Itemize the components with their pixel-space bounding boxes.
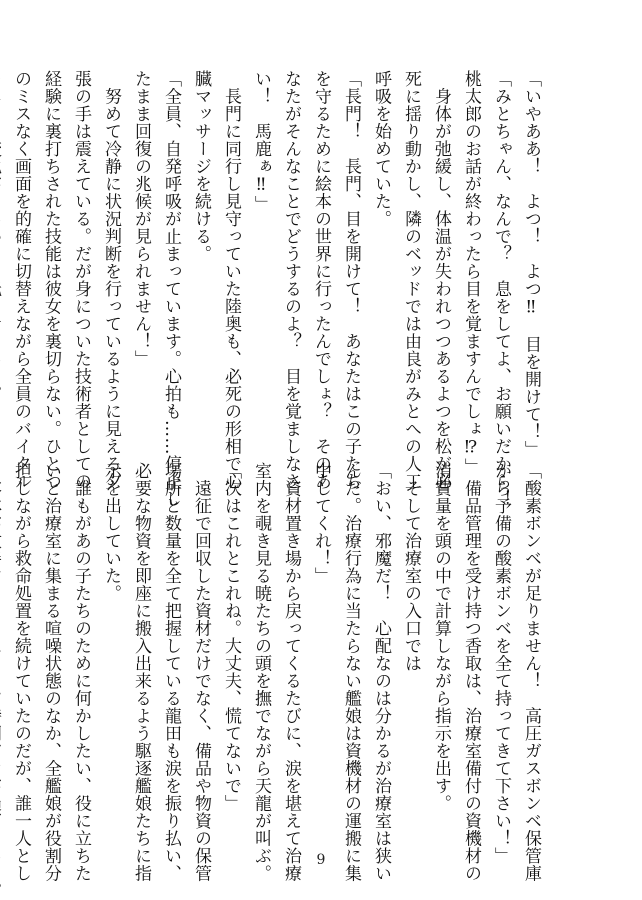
text-line: たまま回復の兆候が見られません！」 [131, 70, 151, 368]
text-line: 「全員、自発呼吸が止まっています。心拍も……停止し [161, 70, 181, 508]
text-line: いと治療室に集まる喧噪状態のなか、全艦娘が役割分 [41, 462, 61, 882]
text-line: 「次はこれとこれね。大丈夫、慌てないで」 [221, 462, 241, 812]
text-line: を守るために絵本の世界に行ったんでしょ？ そのあ [311, 70, 331, 490]
text-line: 「いやああ！ よつ！ よつ‼ 目を開けて！」 [521, 70, 541, 458]
lower-text-column [11, 462, 546, 882]
text-line: 「おい、邪魔だ！ 心配なのは分かるが治療室は狭い [371, 462, 391, 882]
text-line: 消費量を頭の中で計算しながら指示を出す。 [431, 462, 451, 812]
text-line: 呼吸を始めていた。 [371, 70, 391, 228]
upper-text-column [11, 70, 546, 508]
text-line: 必要な物資を即座に搬入出来るよう駆逐艦娘たちに指 [131, 462, 151, 882]
text-line: 長門に同行し見守っていた陸奥も、必死の形相で心 [221, 70, 241, 490]
text-line: 「酸素ボンベが足りません！ 高圧ガスボンベ保管庫 [521, 462, 541, 882]
text-line: 示を出していた。 [101, 462, 121, 602]
text-line: んだ。治療行為に当たらない艦娘は資機材の運搬に集 [341, 462, 361, 882]
text-line: 死に揺り動かし、隣のベッドでは由良がみとへの人工 [401, 70, 421, 490]
text-line: から予備の酸素ボンベを全て持ってきて下さい！」 [491, 462, 511, 865]
page-number: 9 [316, 852, 326, 868]
text-line [0, 462, 6, 834]
text-line: 桃太郎のお話が終わったら目を覚ますんでしょ⁉」 [461, 70, 481, 476]
text-line: 遠征で回収した資材だけでなく、備品や物資の保管 [191, 462, 211, 882]
text-line: そして治療室の入口では [401, 462, 421, 672]
text-line: 身体が弛緩し、体温が失われつつあるよつを松が必 [431, 70, 451, 490]
text-line: 経験に裏打ちされた技能は彼女を裏切らない。ひとつ [41, 70, 61, 490]
text-line: なたがそんなことでどうするのよ？ 目を覚ましなさ [281, 70, 301, 490]
text-line: 努めて冷静に状況判断を行っているように見える夕 [101, 70, 121, 490]
text-line: 備品管理を受け持つ香取は、治療室備付の資機材の [461, 462, 481, 882]
text-line: い！ 馬鹿ぁ‼」 [251, 70, 271, 213]
text-line: のミスなく画面を的確に切替えながら全員のバイタル [11, 70, 31, 490]
text-line: 張の手は震えている。だが身についた技術者としての [71, 70, 91, 490]
text-line: 「みとちゃん、なんで？ 息をしてよ、お願いだから！ [491, 70, 511, 508]
text-line: 担しながら救命処置を続けていたのだが、誰一人とし [11, 462, 31, 882]
text-line: 資材置き場から戻ってくるたびに、涙を堪えて治療 [281, 462, 301, 882]
text-line: 中してくれ！」 [311, 462, 331, 585]
text-line [0, 70, 6, 435]
text-line: 誰もがあの子たちのために何かしたい、役に立ちた [71, 462, 91, 882]
text-line: 場所と数量を全て把握している龍田も涙を振り払い、 [161, 462, 181, 882]
text-line: 室内を覗き見る暁たちの頭を撫でながら天龍が叫ぶ。 [251, 462, 271, 882]
text-line: 臓マッサージを続ける。 [191, 70, 211, 263]
text-line: 「長門！ 長門、目を開けて！ あなたはこの子たち [341, 70, 361, 490]
